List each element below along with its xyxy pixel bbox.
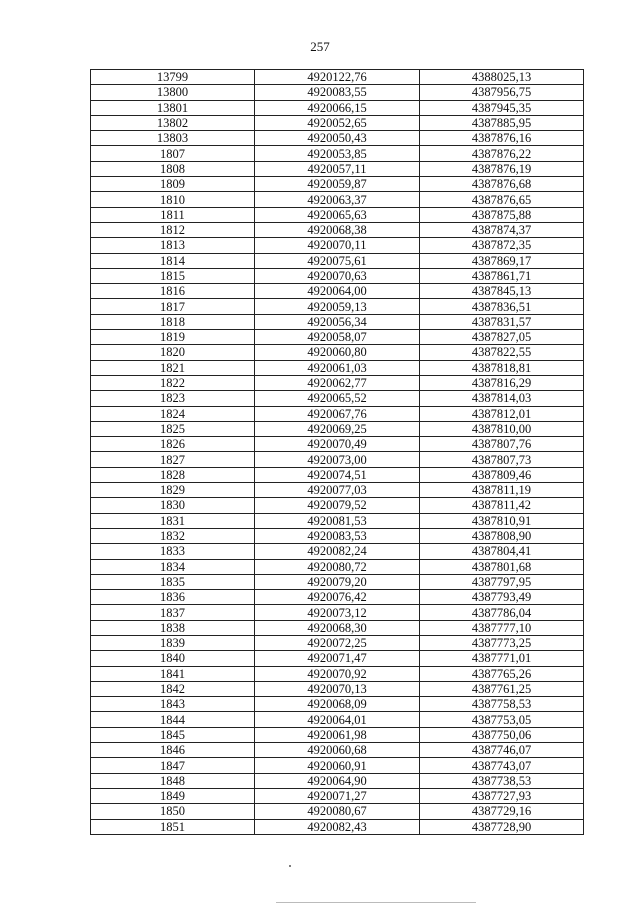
point-number-cell: 1821 xyxy=(91,360,255,375)
footer-rule xyxy=(276,902,476,903)
table-row xyxy=(91,85,584,100)
table-row xyxy=(91,345,584,360)
y-coordinate-cell: 4387831,57 xyxy=(420,314,584,329)
table-row xyxy=(91,666,584,681)
y-coordinate-cell: 4387807,76 xyxy=(420,437,584,452)
x-coordinate-cell: 4920058,07 xyxy=(255,330,420,345)
x-coordinate-cell: 4920064,00 xyxy=(255,284,420,299)
x-coordinate-cell: 4920081,53 xyxy=(255,513,420,528)
x-coordinate-cell: 4920053,85 xyxy=(255,146,420,161)
point-number-cell: 1813 xyxy=(91,238,255,253)
x-coordinate-cell: 4920050,43 xyxy=(255,131,420,146)
x-coordinate-cell: 4920079,52 xyxy=(255,498,420,513)
table-row xyxy=(91,513,584,528)
point-number-cell: 1833 xyxy=(91,544,255,559)
table-row xyxy=(91,222,584,237)
table-row xyxy=(91,483,584,498)
y-coordinate-cell: 4387885,95 xyxy=(420,115,584,130)
table-row xyxy=(91,406,584,421)
x-coordinate-cell: 4920069,25 xyxy=(255,421,420,436)
x-coordinate-cell: 4920060,80 xyxy=(255,345,420,360)
point-number-cell: 1810 xyxy=(91,192,255,207)
table-row xyxy=(91,758,584,773)
y-coordinate-cell: 4387761,25 xyxy=(420,681,584,696)
point-number-cell: 1832 xyxy=(91,528,255,543)
y-coordinate-cell: 4387810,91 xyxy=(420,513,584,528)
y-coordinate-cell: 4387876,65 xyxy=(420,192,584,207)
table-row xyxy=(91,391,584,406)
point-number-cell: 1816 xyxy=(91,284,255,299)
x-coordinate-cell: 4920068,09 xyxy=(255,697,420,712)
point-number-cell: 1834 xyxy=(91,559,255,574)
y-coordinate-cell: 4387729,16 xyxy=(420,804,584,819)
table-row xyxy=(91,115,584,130)
y-coordinate-cell: 4387872,35 xyxy=(420,238,584,253)
table-row xyxy=(91,100,584,115)
point-number-cell: 13800 xyxy=(91,85,255,100)
x-coordinate-cell: 4920079,20 xyxy=(255,574,420,589)
table-row xyxy=(91,437,584,452)
point-number-cell: 1851 xyxy=(91,819,255,834)
y-coordinate-cell: 4388025,13 xyxy=(420,70,584,85)
table-row xyxy=(91,559,584,574)
table-row xyxy=(91,605,584,620)
table-row xyxy=(91,284,584,299)
x-coordinate-cell: 4920062,77 xyxy=(255,375,420,390)
table-row xyxy=(91,681,584,696)
y-coordinate-cell: 4387816,29 xyxy=(420,375,584,390)
page-number: 257 xyxy=(310,39,330,54)
x-coordinate-cell: 4920056,34 xyxy=(255,314,420,329)
x-coordinate-cell: 4920064,01 xyxy=(255,712,420,727)
y-coordinate-cell: 4387773,25 xyxy=(420,635,584,650)
table-row xyxy=(91,70,584,85)
y-coordinate-cell: 4387793,49 xyxy=(420,590,584,605)
table-row xyxy=(91,498,584,513)
point-number-cell: 1846 xyxy=(91,743,255,758)
x-coordinate-cell: 4920057,11 xyxy=(255,161,420,176)
point-number-cell: 13801 xyxy=(91,100,255,115)
y-coordinate-cell: 4387808,90 xyxy=(420,528,584,543)
x-coordinate-cell: 4920066,15 xyxy=(255,100,420,115)
table-row xyxy=(91,528,584,543)
point-number-cell: 1811 xyxy=(91,207,255,222)
table-row xyxy=(91,697,584,712)
table-row xyxy=(91,268,584,283)
x-coordinate-cell: 4920059,87 xyxy=(255,177,420,192)
point-number-cell: 1818 xyxy=(91,314,255,329)
x-coordinate-cell: 4920080,67 xyxy=(255,804,420,819)
y-coordinate-cell: 4387727,93 xyxy=(420,788,584,803)
y-coordinate-cell: 4387874,37 xyxy=(420,222,584,237)
y-coordinate-cell: 4387765,26 xyxy=(420,666,584,681)
y-coordinate-cell: 4387750,06 xyxy=(420,727,584,742)
x-coordinate-cell: 4920071,27 xyxy=(255,788,420,803)
x-coordinate-cell: 4920073,12 xyxy=(255,605,420,620)
point-number-cell: 1812 xyxy=(91,222,255,237)
point-number-cell: 1835 xyxy=(91,574,255,589)
x-coordinate-cell: 4920070,11 xyxy=(255,238,420,253)
table-row xyxy=(91,253,584,268)
y-coordinate-cell: 4387876,22 xyxy=(420,146,584,161)
x-coordinate-cell: 4920072,25 xyxy=(255,635,420,650)
table-row xyxy=(91,788,584,803)
x-coordinate-cell: 4920061,03 xyxy=(255,360,420,375)
point-number-cell: 1850 xyxy=(91,804,255,819)
y-coordinate-cell: 4387956,75 xyxy=(420,85,584,100)
table-row xyxy=(91,635,584,650)
x-coordinate-cell: 4920080,72 xyxy=(255,559,420,574)
table-row xyxy=(91,773,584,788)
y-coordinate-cell: 4387876,19 xyxy=(420,161,584,176)
point-number-cell: 1824 xyxy=(91,406,255,421)
point-number-cell: 1839 xyxy=(91,635,255,650)
coordinate-table xyxy=(90,69,584,835)
y-coordinate-cell: 4387875,88 xyxy=(420,207,584,222)
y-coordinate-cell: 4387809,46 xyxy=(420,467,584,482)
y-coordinate-cell: 4387845,13 xyxy=(420,284,584,299)
point-number-cell: 1815 xyxy=(91,268,255,283)
x-coordinate-cell: 4920070,13 xyxy=(255,681,420,696)
coordinate-table-body xyxy=(91,70,584,835)
table-row xyxy=(91,743,584,758)
point-number-cell: 1849 xyxy=(91,788,255,803)
table-row xyxy=(91,467,584,482)
table-row xyxy=(91,590,584,605)
table-row xyxy=(91,375,584,390)
table-row xyxy=(91,146,584,161)
table-row xyxy=(91,620,584,635)
point-number-cell: 13802 xyxy=(91,115,255,130)
x-coordinate-cell: 4920070,92 xyxy=(255,666,420,681)
x-coordinate-cell: 4920075,61 xyxy=(255,253,420,268)
x-coordinate-cell: 4920061,98 xyxy=(255,727,420,742)
y-coordinate-cell: 4387827,05 xyxy=(420,330,584,345)
point-number-cell: 1823 xyxy=(91,391,255,406)
x-coordinate-cell: 4920067,76 xyxy=(255,406,420,421)
point-number-cell: 1843 xyxy=(91,697,255,712)
y-coordinate-cell: 4387822,55 xyxy=(420,345,584,360)
y-coordinate-cell: 4387797,95 xyxy=(420,574,584,589)
x-coordinate-cell: 4920083,53 xyxy=(255,528,420,543)
table-row xyxy=(91,177,584,192)
table-row xyxy=(91,330,584,345)
table-row xyxy=(91,819,584,834)
point-number-cell: 1841 xyxy=(91,666,255,681)
y-coordinate-cell: 4387807,73 xyxy=(420,452,584,467)
table-row xyxy=(91,544,584,559)
point-number-cell: 1838 xyxy=(91,620,255,635)
x-coordinate-cell: 4920064,90 xyxy=(255,773,420,788)
table-row xyxy=(91,452,584,467)
x-coordinate-cell: 4920052,65 xyxy=(255,115,420,130)
point-number-cell: 1819 xyxy=(91,330,255,345)
table-row xyxy=(91,727,584,742)
y-coordinate-cell: 4387812,01 xyxy=(420,406,584,421)
x-coordinate-cell: 4920082,24 xyxy=(255,544,420,559)
x-coordinate-cell: 4920060,91 xyxy=(255,758,420,773)
point-number-cell: 1827 xyxy=(91,452,255,467)
y-coordinate-cell: 4387876,16 xyxy=(420,131,584,146)
y-coordinate-cell: 4387811,42 xyxy=(420,498,584,513)
x-coordinate-cell: 4920073,00 xyxy=(255,452,420,467)
x-coordinate-cell: 4920070,49 xyxy=(255,437,420,452)
x-coordinate-cell: 4920082,43 xyxy=(255,819,420,834)
x-coordinate-cell: 4920083,55 xyxy=(255,85,420,100)
point-number-cell: 1828 xyxy=(91,467,255,482)
point-number-cell: 1808 xyxy=(91,161,255,176)
y-coordinate-cell: 4387876,68 xyxy=(420,177,584,192)
y-coordinate-cell: 4387810,00 xyxy=(420,421,584,436)
point-number-cell: 13803 xyxy=(91,131,255,146)
table-row xyxy=(91,299,584,314)
point-number-cell: 1809 xyxy=(91,177,255,192)
y-coordinate-cell: 4387801,68 xyxy=(420,559,584,574)
y-coordinate-cell: 4387771,01 xyxy=(420,651,584,666)
point-number-cell: 1848 xyxy=(91,773,255,788)
y-coordinate-cell: 4387746,07 xyxy=(420,743,584,758)
x-coordinate-cell: 4920077,03 xyxy=(255,483,420,498)
table-row xyxy=(91,574,584,589)
x-coordinate-cell: 4920059,13 xyxy=(255,299,420,314)
table-row xyxy=(91,161,584,176)
x-coordinate-cell: 4920076,42 xyxy=(255,590,420,605)
point-number-cell: 1842 xyxy=(91,681,255,696)
table-row xyxy=(91,238,584,253)
point-number-cell: 1825 xyxy=(91,421,255,436)
x-coordinate-cell: 4920065,52 xyxy=(255,391,420,406)
y-coordinate-cell: 4387818,81 xyxy=(420,360,584,375)
y-coordinate-cell: 4387777,10 xyxy=(420,620,584,635)
table-row xyxy=(91,314,584,329)
point-number-cell: 1822 xyxy=(91,375,255,390)
y-coordinate-cell: 4387814,03 xyxy=(420,391,584,406)
table-row xyxy=(91,651,584,666)
y-coordinate-cell: 4387758,53 xyxy=(420,697,584,712)
x-coordinate-cell: 4920068,38 xyxy=(255,222,420,237)
x-coordinate-cell: 4920070,63 xyxy=(255,268,420,283)
y-coordinate-cell: 4387811,19 xyxy=(420,483,584,498)
point-number-cell: 1829 xyxy=(91,483,255,498)
point-number-cell: 1814 xyxy=(91,253,255,268)
point-number-cell: 1831 xyxy=(91,513,255,528)
point-number-cell: 1840 xyxy=(91,651,255,666)
table-row xyxy=(91,804,584,819)
table-row xyxy=(91,207,584,222)
point-number-cell: 1817 xyxy=(91,299,255,314)
y-coordinate-cell: 4387753,05 xyxy=(420,712,584,727)
y-coordinate-cell: 4387743,07 xyxy=(420,758,584,773)
x-coordinate-cell: 4920122,76 xyxy=(255,70,420,85)
point-number-cell: 1836 xyxy=(91,590,255,605)
point-number-cell: 1830 xyxy=(91,498,255,513)
point-number-cell: 1844 xyxy=(91,712,255,727)
table-row xyxy=(91,421,584,436)
point-number-cell: 1837 xyxy=(91,605,255,620)
x-coordinate-cell: 4920065,63 xyxy=(255,207,420,222)
table-row xyxy=(91,712,584,727)
x-coordinate-cell: 4920071,47 xyxy=(255,651,420,666)
x-coordinate-cell: 4920060,68 xyxy=(255,743,420,758)
y-coordinate-cell: 4387836,51 xyxy=(420,299,584,314)
y-coordinate-cell: 4387738,53 xyxy=(420,773,584,788)
x-coordinate-cell: 4920063,37 xyxy=(255,192,420,207)
table-row xyxy=(91,360,584,375)
y-coordinate-cell: 4387786,04 xyxy=(420,605,584,620)
y-coordinate-cell: 4387945,35 xyxy=(420,100,584,115)
table-row xyxy=(91,131,584,146)
point-number-cell: 13799 xyxy=(91,70,255,85)
point-number-cell: 1845 xyxy=(91,727,255,742)
scan-speck xyxy=(289,865,291,867)
point-number-cell: 1826 xyxy=(91,437,255,452)
x-coordinate-cell: 4920068,30 xyxy=(255,620,420,635)
point-number-cell: 1807 xyxy=(91,146,255,161)
x-coordinate-cell: 4920074,51 xyxy=(255,467,420,482)
point-number-cell: 1847 xyxy=(91,758,255,773)
point-number-cell: 1820 xyxy=(91,345,255,360)
y-coordinate-cell: 4387861,71 xyxy=(420,268,584,283)
table-row xyxy=(91,192,584,207)
y-coordinate-cell: 4387728,90 xyxy=(420,819,584,834)
y-coordinate-cell: 4387869,17 xyxy=(420,253,584,268)
y-coordinate-cell: 4387804,41 xyxy=(420,544,584,559)
